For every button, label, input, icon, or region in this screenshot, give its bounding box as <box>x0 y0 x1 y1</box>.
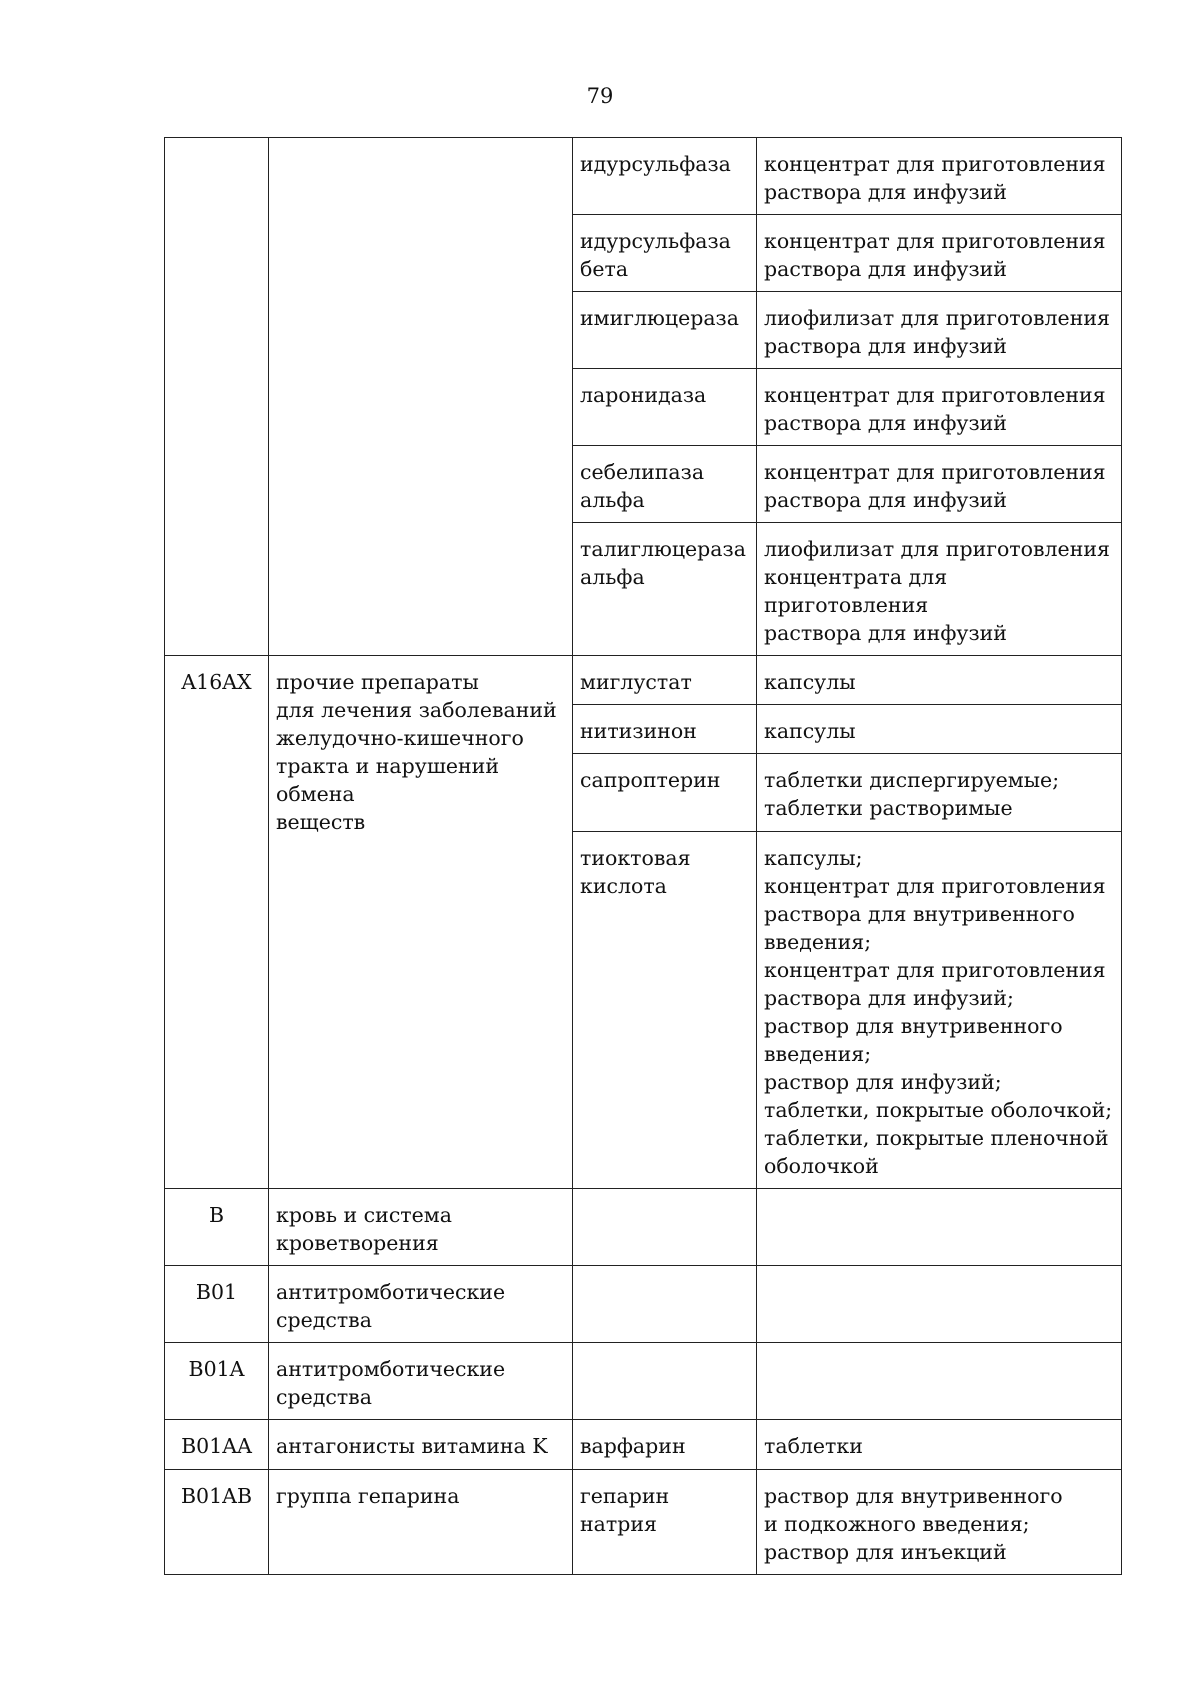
dosage-form-cell: лиофилизат для приготовления раствора для инфузий <box>757 292 1122 369</box>
atc-code-cell: B01AA <box>165 1420 269 1470</box>
drug-name-cell: сапроптерин <box>573 754 757 832</box>
page-number: 79 <box>586 84 614 108</box>
atc-code-cell: B <box>165 1189 269 1266</box>
dosage-form-cell: таблетки диспергируемые; таблетки растворимые <box>757 754 1122 832</box>
dosage-form-cell: таблетки <box>757 1420 1122 1470</box>
drug-name-cell: тиоктовая кислота <box>573 832 757 1189</box>
table-row <box>165 1420 1122 1470</box>
atc-group-cell: группа гепарина <box>269 1470 573 1575</box>
drug-name-cell: себелипаза альфа <box>573 446 757 523</box>
dosage-form-cell: капсулы <box>757 656 1122 705</box>
atc-group-cell: прочие препараты для лечения заболеваний желудочно-кишечного тракта и нарушений обмена веществ <box>269 656 573 1189</box>
drug-name-cell: идурсульфаза бета <box>573 215 757 292</box>
drug-name-cell: варфарин <box>573 1420 757 1470</box>
drug-name-cell: идурсульфаза <box>573 138 757 215</box>
drug-name-cell <box>573 1189 757 1266</box>
dosage-form-cell <box>757 1266 1122 1343</box>
table-row <box>165 1266 1122 1343</box>
drug-name-cell <box>573 1343 757 1420</box>
table-row <box>165 1470 1122 1575</box>
dosage-form-cell: капсулы; концентрат для приготовления раствора для внутривенного введения; концентрат для приготовления раствора для инфузий; раствор для внутривенного введения; раствор для инфузий; таблетки, покрытые оболочкой; таблетки, покрытые пленочной оболочкой <box>757 832 1122 1189</box>
atc-code-cell <box>165 138 269 656</box>
dosage-form-cell: концентрат для приготовления раствора для инфузий <box>757 215 1122 292</box>
drug-list-table <box>164 137 1122 1575</box>
drug-name-cell: миглустат <box>573 656 757 705</box>
atc-group-cell: антитромботические средства <box>269 1343 573 1420</box>
atc-group-cell <box>269 138 573 656</box>
dosage-form-cell: концентрат для приготовления раствора для инфузий <box>757 138 1122 215</box>
dosage-form-cell: капсулы <box>757 705 1122 754</box>
drug-name-cell: имиглюцераза <box>573 292 757 369</box>
table-row <box>165 1189 1122 1266</box>
table-row <box>165 656 1122 705</box>
atc-code-cell: A16AX <box>165 656 269 1189</box>
atc-group-cell: антагонисты витамина K <box>269 1420 573 1470</box>
drug-name-cell <box>573 1266 757 1343</box>
drug-name-cell: нитизинон <box>573 705 757 754</box>
drug-name-cell: ларонидаза <box>573 369 757 446</box>
atc-code-cell: B01 <box>165 1266 269 1343</box>
table-row <box>165 1343 1122 1420</box>
atc-code-cell: B01AB <box>165 1470 269 1575</box>
dosage-form-cell <box>757 1189 1122 1266</box>
atc-group-cell: антитромботические средства <box>269 1266 573 1343</box>
atc-group-cell: кровь и система кроветворения <box>269 1189 573 1266</box>
drug-name-cell: гепарин натрия <box>573 1470 757 1575</box>
dosage-form-cell: лиофилизат для приготовления концентрата для приготовления раствора для инфузий <box>757 523 1122 656</box>
dosage-form-cell: раствор для внутривенного и подкожного введения; раствор для инъекций <box>757 1470 1122 1575</box>
atc-code-cell: B01A <box>165 1343 269 1420</box>
dosage-form-cell: концентрат для приготовления раствора для инфузий <box>757 446 1122 523</box>
dosage-form-cell <box>757 1343 1122 1420</box>
drug-name-cell: талиглюцераза альфа <box>573 523 757 656</box>
table-row <box>165 138 1122 215</box>
dosage-form-cell: концентрат для приготовления раствора для инфузий <box>757 369 1122 446</box>
